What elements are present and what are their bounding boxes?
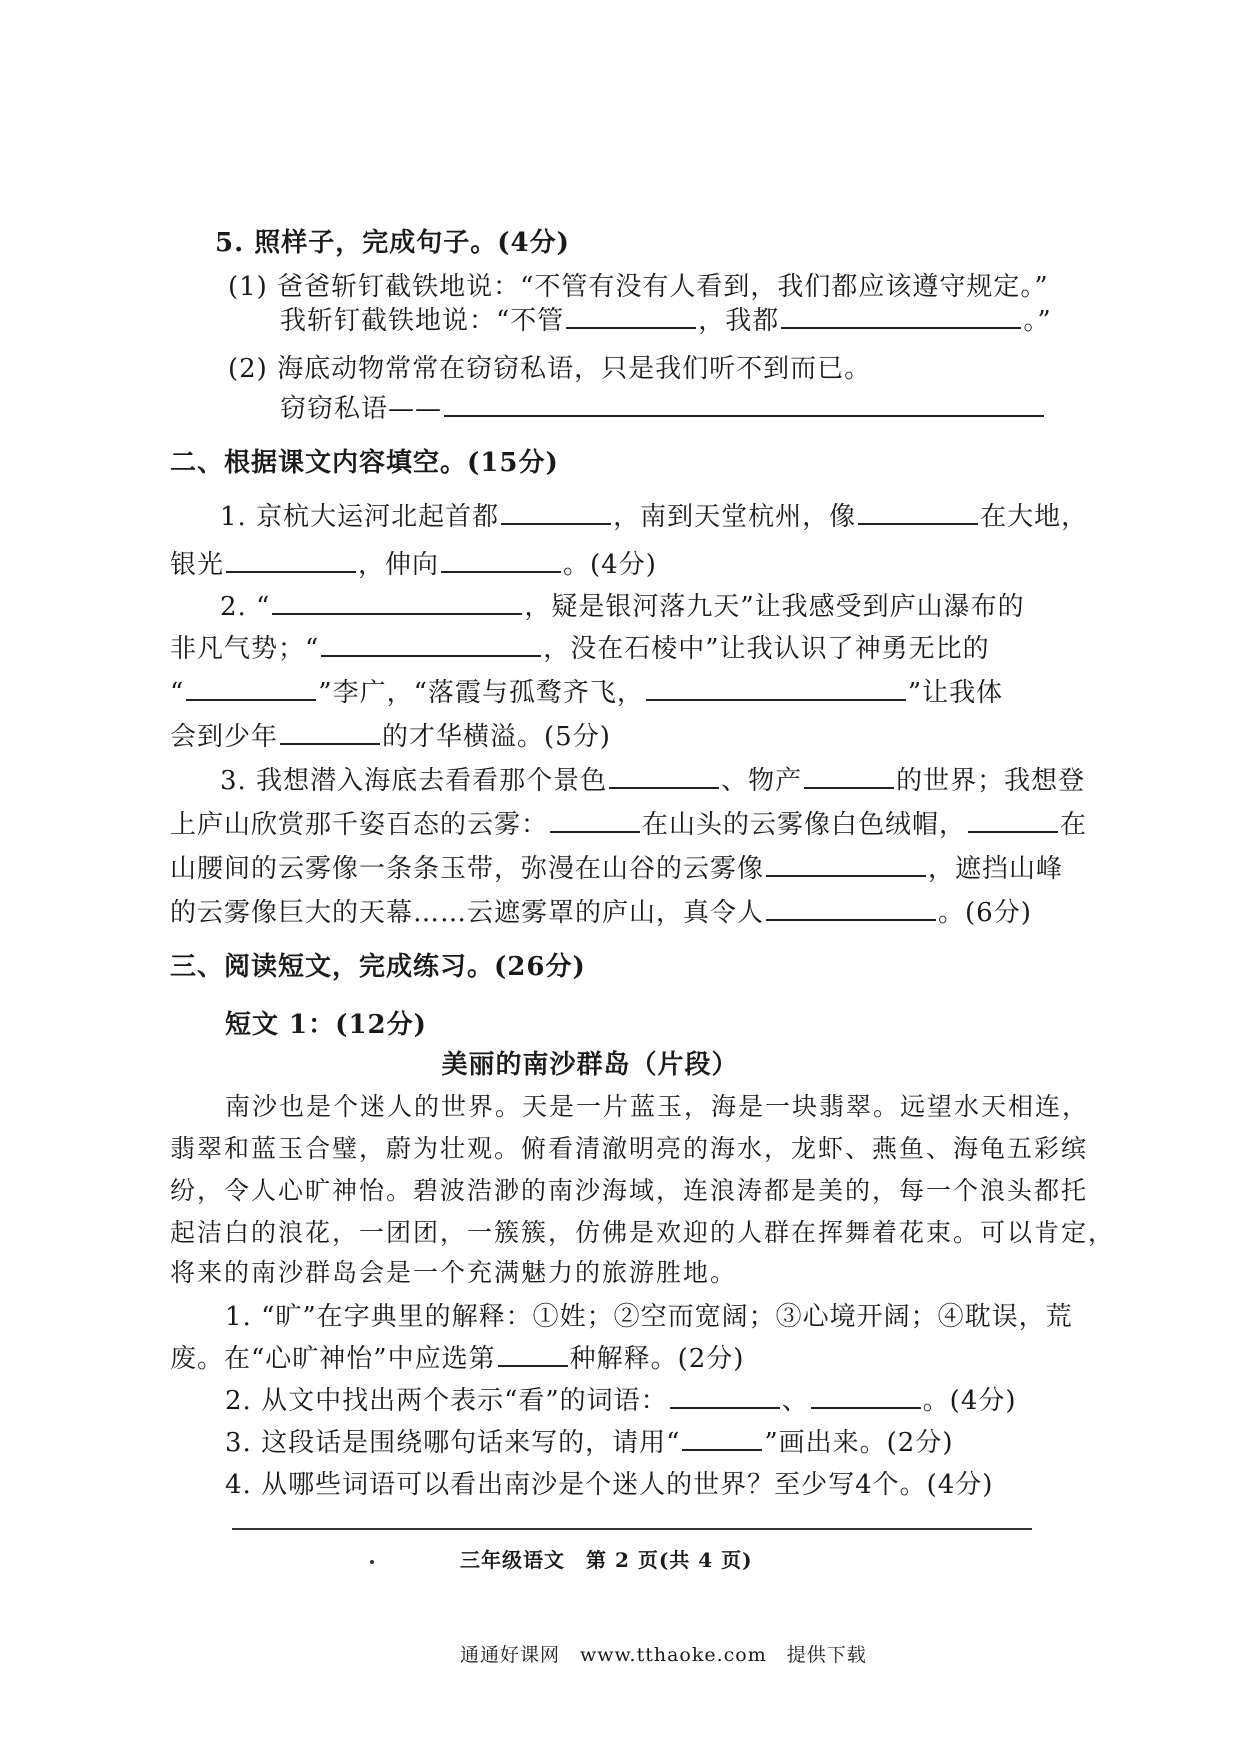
section-2-title: 二、根据课文内容填空。(15分) — [170, 448, 559, 478]
q5-sentence-1: (1) 爸爸斩钉截铁地说：“不管有没有人看到，我们都应该遵守规定。” — [228, 272, 1049, 302]
q5-fill-1-b: ，我都 — [698, 306, 780, 336]
passage-line-3: 纷，令人心旷神怡。碧波浩渺的南沙海域，连浪涛都是美的，每一个浪头都托 — [170, 1176, 1089, 1205]
answer-blank[interactable] — [321, 633, 541, 657]
sec3-q3a: 3. 这段话是围绕哪句话来写的，请用“ — [225, 1428, 681, 1458]
sec2-l6a: 会到少年 — [170, 722, 279, 752]
sec3-q2a: 2. 从文中找出两个表示“看”的词语： — [225, 1386, 668, 1416]
q5-fill-1-a: 我斩钉截铁地说：“不管 — [280, 306, 565, 336]
answer-blank[interactable] — [280, 721, 380, 745]
answer-blank[interactable] — [670, 1385, 780, 1409]
answer-blank[interactable] — [498, 1343, 568, 1367]
answer-blank[interactable] — [272, 591, 522, 615]
passage-line-4: 起洁白的浪花，一团团，一簇簇，仿佛是欢迎的人群在挥舞着花束。可以肯定， — [170, 1218, 1116, 1247]
sec2-l9b: ，遮挡山峰 — [928, 854, 1064, 884]
sec2-l8a: 上庐山欣赏那千姿百态的云雾： — [170, 810, 549, 840]
sec2-l1c: 在大地， — [980, 502, 1089, 532]
sec2-l7b: 、物产 — [721, 766, 803, 796]
answer-blank[interactable] — [566, 305, 696, 329]
sec2-line-9 — [170, 852, 1063, 886]
answer-blank[interactable] — [766, 853, 926, 877]
passage-label: 短文 1：(12分) — [225, 1010, 427, 1040]
sec2-l2b: ，伸向 — [358, 550, 440, 580]
scan-speck — [370, 1560, 374, 1564]
sec2-l7c: 的世界；我想登 — [896, 766, 1086, 796]
sec2-line-2 — [170, 548, 657, 582]
answer-blank[interactable] — [781, 305, 1021, 329]
answer-blank[interactable] — [550, 809, 640, 833]
sec3-q2c: 。(4分) — [922, 1386, 1017, 1416]
answer-blank[interactable] — [646, 677, 906, 701]
sec2-l7a: 3. 我想潜入海底去看看那个景色 — [220, 766, 608, 796]
sec3-q1c: 种解释。(2分) — [569, 1344, 745, 1374]
sec2-line-8 — [170, 808, 1087, 842]
answer-blank[interactable] — [441, 549, 561, 573]
answer-blank[interactable] — [811, 1385, 921, 1409]
q5-fill-1-c: 。” — [1023, 306, 1052, 336]
passage-line-1: 南沙也是个迷人的世界。天是一片蓝玉，海是一块翡翠。远望水天相连， — [225, 1092, 1090, 1121]
sec2-l2a: 银光 — [170, 550, 225, 580]
q5-title: 5. 照样子，完成句子。(4分) — [215, 228, 570, 258]
answer-blank[interactable] — [186, 677, 316, 701]
sec2-line-6 — [170, 720, 611, 754]
sec2-l6b: 的才华横溢。(5分) — [382, 722, 611, 752]
sec3-q1b: 废。在“心旷神怡”中应选第 — [170, 1344, 496, 1374]
sec3-q2b: 、 — [781, 1386, 809, 1416]
sec2-l10b: 。(6分) — [938, 898, 1032, 928]
answer-blank[interactable] — [444, 393, 1044, 417]
q5-fill-1 — [280, 304, 1052, 338]
sec2-l3a: 2. “ — [220, 592, 271, 622]
sec2-line-5 — [170, 676, 1003, 710]
sec2-l10a: 的云雾像巨大的天幕……云遮雾罩的庐山，真令人 — [170, 898, 765, 928]
sec2-l4a: 非凡气势；“ — [170, 634, 320, 664]
passage-line-2: 翡翠和蓝玉合璧，蔚为壮观。俯看清澈明亮的海水，龙虾、燕鱼、海龟五彩缤 — [170, 1134, 1089, 1163]
sec3-q3b: ”画出来。(2分) — [764, 1428, 954, 1458]
sec3-q2 — [225, 1384, 1017, 1418]
q5-fill-2-label: 窃窃私语—— — [280, 394, 443, 424]
q5-fill-2 — [280, 392, 1046, 426]
sec3-q3 — [225, 1426, 954, 1460]
answer-blank[interactable] — [968, 809, 1058, 833]
sec2-line-1 — [220, 500, 1088, 534]
sec2-l2c: 。(4分) — [563, 550, 657, 580]
section-3-title: 三、阅读短文，完成练习。(26分) — [170, 952, 586, 982]
sec2-l8b: 在山头的云雾像白色绒帽， — [642, 810, 967, 840]
sec2-l5a: “ — [170, 678, 185, 708]
answer-blank[interactable] — [501, 501, 611, 525]
sec2-line-4 — [170, 632, 990, 666]
watermark: 通通好课网 www.tthaoke.com 提供下载 — [460, 1644, 867, 1666]
sec2-l1a: 1. 京杭大运河北起首都 — [220, 502, 500, 532]
sec3-q1-line-1: 1. “旷”在字典里的解释：①姓；②空而宽阔；③心境开阔；④耽误，荒 — [225, 1302, 1073, 1332]
q5-sentence-2: (2) 海底动物常常在窃窃私语，只是我们听不到而已。 — [228, 354, 872, 384]
sec2-l8c: 在 — [1060, 810, 1088, 840]
sec2-l3b: ，疑是银河落九天”让我感受到庐山瀑布的 — [524, 592, 1025, 622]
sec2-l5b: ”李广，“落霞与孤鹜齐飞， — [318, 678, 644, 708]
sec3-q4: 4. 从哪些词语可以看出南沙是个迷人的世界？至少写4个。(4分) — [225, 1470, 994, 1500]
sec2-l5c: ”让我体 — [907, 678, 1004, 708]
answer-blank[interactable] — [766, 897, 936, 921]
sec2-line-10 — [170, 896, 1032, 930]
sec2-l1b: ，南到天堂杭州，像 — [613, 502, 857, 532]
sec2-l4b: ，没在石棱中”让我认识了神勇无比的 — [543, 634, 990, 664]
sec2-line-3 — [220, 590, 1025, 624]
passage-title: 美丽的南沙群岛（片段） — [441, 1050, 739, 1080]
page-footer: 三年级语文 第 2 页(共 4 页) — [460, 1548, 753, 1572]
passage-line-5: 将来的南沙群岛会是一个充满魅力的旅游胜地。 — [170, 1258, 738, 1287]
sec2-l9a: 山腰间的云雾像一条条玉带，弥漫在山谷的云雾像 — [170, 854, 765, 884]
answer-blank[interactable] — [609, 765, 719, 789]
answer-blank[interactable] — [226, 549, 356, 573]
answer-blank[interactable] — [804, 765, 894, 789]
footer-rule — [232, 1528, 1032, 1530]
answer-blank[interactable] — [858, 501, 978, 525]
sec2-line-7 — [220, 764, 1085, 798]
answer-blank[interactable] — [682, 1427, 762, 1451]
sec3-q1-line-2 — [170, 1342, 744, 1376]
